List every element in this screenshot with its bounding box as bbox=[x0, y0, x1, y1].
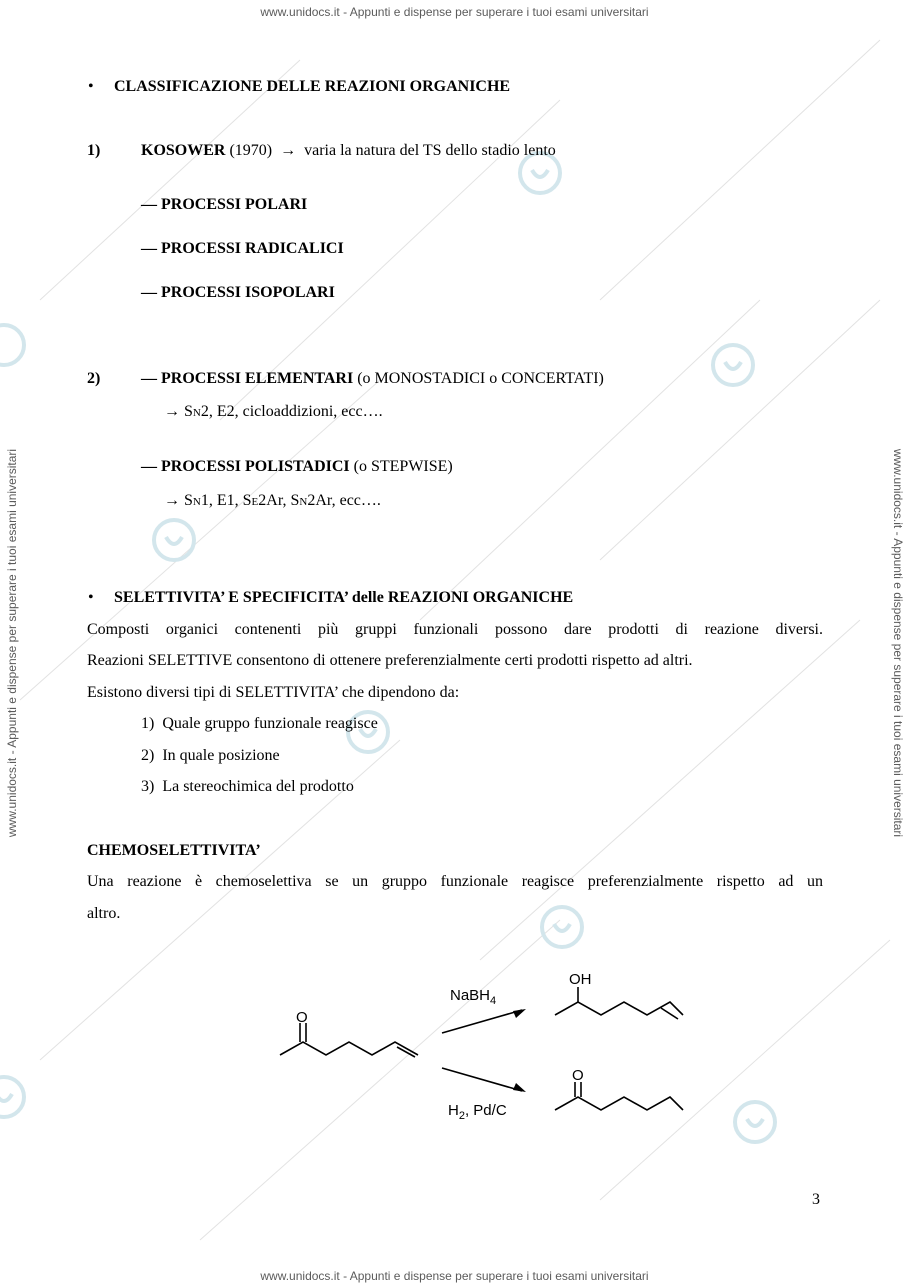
atom-o-start: O bbox=[296, 1009, 308, 1026]
bullet: • bbox=[88, 589, 94, 606]
polistadici-line bbox=[141, 457, 453, 477]
list-item: 3) La stereochimica del prodotto bbox=[141, 778, 354, 795]
paragraph-line: Reazioni SELETTIVE consentono di ottenere preferenzialmente certi prodotti rispetto ad altri. bbox=[87, 652, 693, 669]
paragraph-line: Composti organici contenenti più gruppi funzionali possono dare prodotti di reazione diversi. bbox=[87, 621, 823, 638]
process-item: — PROCESSI POLARI bbox=[141, 196, 308, 213]
item-number-2: 2) bbox=[87, 370, 101, 387]
reagent-bottom: $H_2$, Pd/C bbox=[448, 1102, 507, 1122]
atom-oh-top: OH bbox=[569, 971, 592, 988]
reagent-top: NaBH$_4$ bbox=[450, 987, 497, 1007]
section-title-selettivita: SELETTIVITA’ E SPECIFICITA’ delle REAZIONI ORGANICHE bbox=[114, 589, 574, 606]
item-number-1: 1) bbox=[87, 142, 101, 159]
process-item: — PROCESSI ISOPOLARI bbox=[141, 284, 335, 301]
list-item: 2) In quale posizione bbox=[141, 747, 280, 764]
logo-icon bbox=[0, 1077, 24, 1117]
elementari-examples: → SN2, E2, cicloaddizioni, ecc…. bbox=[164, 403, 383, 420]
logo-icon bbox=[713, 345, 753, 385]
logo-icon bbox=[0, 325, 24, 365]
arrow-right-icon: → bbox=[164, 403, 180, 420]
watermark-bottom: www.unidocs.it - Appunti e dispense per superare i tuoi esami universitari bbox=[260, 1269, 649, 1283]
paragraph-line: Esistono diversi tipi di SELETTIVITA’ che dipendono da: bbox=[87, 684, 460, 701]
paragraph-line: Una reazione è chemoselettiva se un gruppo funzionale reagisce preferenzialmente rispetto ad un bbox=[87, 873, 823, 890]
kosower-description: varia la natura del TS dello stadio lento bbox=[304, 142, 556, 159]
kosower-year: (1970) bbox=[229, 142, 273, 159]
arrow-right-icon: → bbox=[164, 492, 180, 509]
watermark-right: www.unidocs.it - Appunti e dispense per superare i tuoi esami universitari bbox=[891, 448, 905, 838]
section-title-chemoselettivita: CHEMOSELETTIVITA’ bbox=[87, 842, 261, 859]
reaction-scheme bbox=[260, 960, 720, 1130]
section-title-classificazione: CLASSIFICAZIONE DELLE REAZIONI ORGANICHE bbox=[114, 78, 511, 95]
polistadici-note: (o STEPWISE) bbox=[353, 458, 453, 475]
process-item: — PROCESSI RADICALICI bbox=[141, 240, 344, 257]
watermark-left: www.unidocs.it - Appunti e dispense per superare i tuoi esami universitari bbox=[5, 448, 19, 838]
page-number: 3 bbox=[812, 1191, 820, 1208]
elementari-line bbox=[141, 369, 604, 389]
logo-icon bbox=[735, 1102, 775, 1142]
kosower-name: KOSOWER bbox=[141, 142, 226, 159]
atom-o-bottom: O bbox=[572, 1067, 584, 1084]
paragraph-line: altro. bbox=[87, 905, 121, 922]
polistadici-examples: → SN1, E1, SE2Ar, SN2Ar, ecc…. bbox=[164, 492, 381, 509]
elementari-note: (o MONOSTADICI o CONCERTATI) bbox=[357, 370, 604, 387]
polistadici-label: — PROCESSI POLISTADICI bbox=[141, 458, 350, 475]
list-item: 1) Quale gruppo funzionale reagisce bbox=[141, 715, 378, 732]
logo-icon bbox=[154, 520, 194, 560]
kosower-line bbox=[141, 141, 556, 161]
watermark-top: www.unidocs.it - Appunti e dispense per superare i tuoi esami universitari bbox=[260, 5, 649, 19]
bullet: • bbox=[88, 78, 94, 95]
elementari-label: — PROCESSI ELEMENTARI bbox=[141, 370, 354, 387]
logo-icon bbox=[542, 907, 582, 947]
arrow-right-icon: → bbox=[280, 142, 297, 159]
